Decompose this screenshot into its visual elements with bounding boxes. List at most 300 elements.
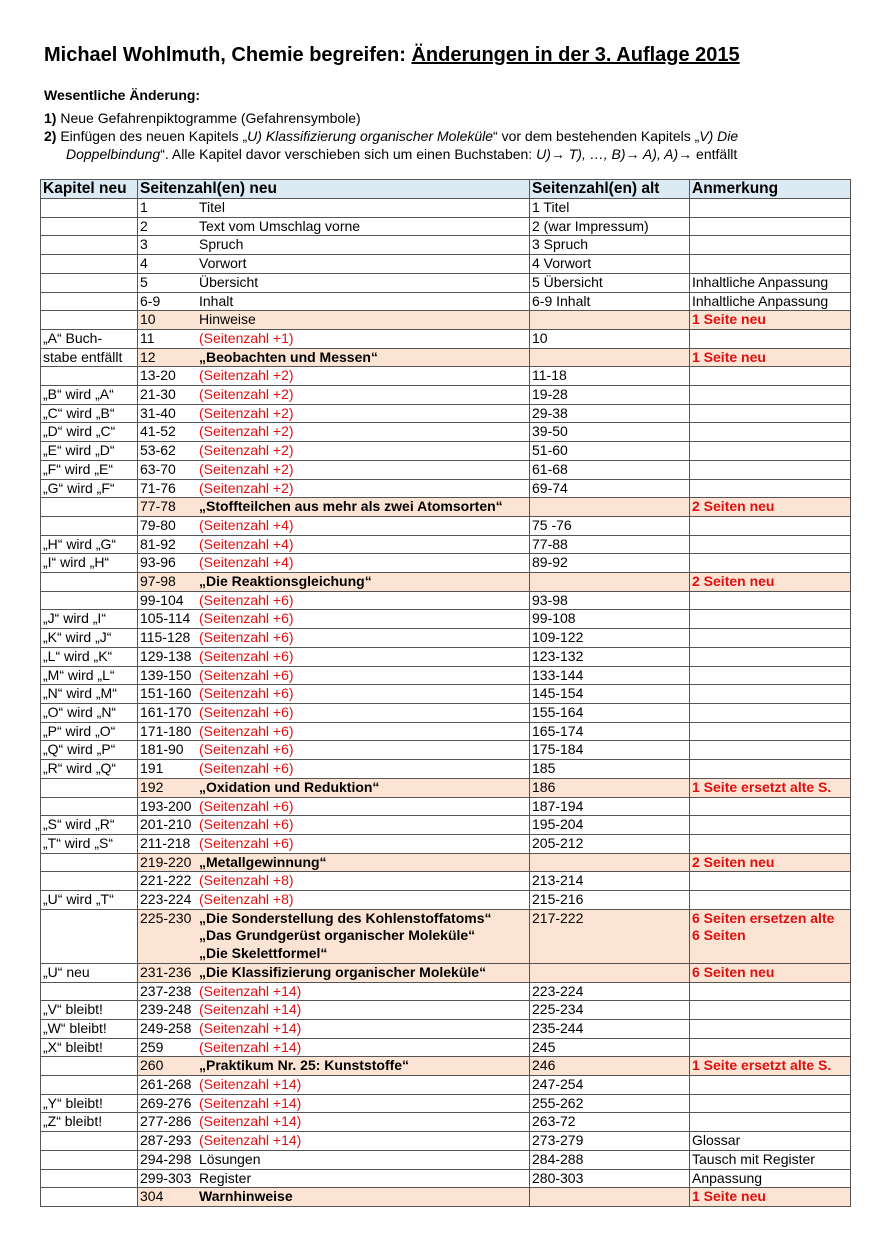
cell-seitenzahl-alt: 109-122 <box>530 629 690 648</box>
cell-kapitel-neu: „F“ wird „E“ <box>41 460 138 479</box>
cell-kapitel-neu <box>41 909 138 963</box>
cell-kapitel-neu: „B“ wird „A“ <box>41 386 138 405</box>
cell-kapitel-neu <box>41 498 138 517</box>
page-range-new: 6-9 <box>140 292 161 309</box>
cell-seitenzahl-alt: 3 Spruch <box>530 236 690 255</box>
page-description: (Seitenzahl +1) <box>199 329 294 346</box>
page-range-new: 277-286 <box>140 1113 192 1130</box>
page-description: (Seitenzahl +2) <box>199 479 294 496</box>
page-range-new: 294-298 <box>140 1150 192 1167</box>
cell-kapitel-neu <box>41 516 138 535</box>
cell-seitenzahl-neu <box>138 573 530 592</box>
page-description: Titel <box>199 199 225 215</box>
page-description: (Seitenzahl +2) <box>199 442 294 459</box>
table-row <box>41 442 851 461</box>
page-range-new: 21-30 <box>140 386 176 403</box>
page-description: (Seitenzahl +14) <box>199 1076 302 1093</box>
table-row <box>41 1019 851 1038</box>
cell-kapitel-neu: „R“ wird „Q“ <box>41 760 138 779</box>
page-description: (Seitenzahl +2) <box>199 423 294 440</box>
cell-seitenzahl-neu <box>138 872 530 891</box>
cell-kapitel-neu: „N“ wird „M“ <box>41 685 138 704</box>
page-range-new: 63-70 <box>140 460 176 477</box>
cell-kapitel-neu: „I“ wird „H“ <box>41 554 138 573</box>
cell-anmerkung <box>690 535 851 554</box>
table-row <box>41 535 851 554</box>
page-description: Spruch <box>199 236 244 253</box>
page-description: Warnhinweise <box>199 1188 293 1205</box>
cell-seitenzahl-alt: 205-212 <box>530 834 690 853</box>
cell-anmerkung <box>690 1001 851 1020</box>
cell-seitenzahl-neu <box>138 891 530 910</box>
page-range-new: 237-238 <box>140 982 192 999</box>
cell-kapitel-neu <box>41 367 138 386</box>
cell-seitenzahl-alt <box>530 1188 690 1207</box>
cell-seitenzahl-alt: 235-244 <box>530 1019 690 1038</box>
cell-seitenzahl-alt: 215-216 <box>530 891 690 910</box>
page-range-new: 260 <box>140 1057 164 1074</box>
cell-kapitel-neu <box>41 853 138 872</box>
page-range-new: 201-210 <box>140 816 192 833</box>
cell-kapitel-neu <box>41 591 138 610</box>
page-range-new: 5 <box>140 273 148 290</box>
cell-kapitel-neu: „A“ Buch- <box>41 329 138 348</box>
cell-seitenzahl-neu <box>138 1188 530 1207</box>
cell-seitenzahl-alt: 185 <box>530 760 690 779</box>
page-description: Hinweise <box>199 311 256 328</box>
page-description: „Die Reaktionsgleichung“ <box>199 573 372 590</box>
cell-anmerkung: 1 Seite ersetzt alte S. <box>690 1057 851 1076</box>
cell-anmerkung: Tausch mit Register <box>690 1150 851 1169</box>
cell-seitenzahl-neu <box>138 685 530 704</box>
cell-kapitel-neu: „M“ wird „L“ <box>41 666 138 685</box>
page-range-new: 11 <box>140 329 155 346</box>
cell-seitenzahl-neu <box>138 722 530 741</box>
page-range-new: 71-76 <box>140 479 176 496</box>
cell-anmerkung <box>690 722 851 741</box>
cell-kapitel-neu: „D“ wird „C“ <box>41 423 138 442</box>
page-range-new: 239-248 <box>140 1001 192 1018</box>
cell-seitenzahl-alt <box>530 573 690 592</box>
cell-anmerkung: 1 Seite neu <box>690 1188 851 1207</box>
cell-kapitel-neu <box>41 255 138 274</box>
note-2-text-h: entfällt <box>692 146 738 162</box>
cell-seitenzahl-neu <box>138 778 530 797</box>
cell-seitenzahl-neu <box>138 982 530 1001</box>
table-row <box>41 554 851 573</box>
cell-seitenzahl-alt: 69-74 <box>530 479 690 498</box>
cell-anmerkung <box>690 554 851 573</box>
page-range-new: 287-293 <box>140 1132 192 1149</box>
cell-anmerkung: 2 Seiten neu <box>690 498 851 517</box>
cell-seitenzahl-neu <box>138 554 530 573</box>
cell-anmerkung: 1 Seite neu <box>690 311 851 330</box>
cell-kapitel-neu: „S“ wird „R“ <box>41 816 138 835</box>
page-range-new: 4 <box>140 255 148 272</box>
table-row <box>41 778 851 797</box>
cell-anmerkung <box>690 816 851 835</box>
table-row <box>41 236 851 255</box>
cell-kapitel-neu <box>41 1150 138 1169</box>
cell-seitenzahl-alt: 246 <box>530 1057 690 1076</box>
cell-kapitel-neu <box>41 273 138 292</box>
cell-seitenzahl-alt: 75 -76 <box>530 516 690 535</box>
cell-anmerkung <box>690 329 851 348</box>
cell-kapitel-neu: „C“ wird „B“ <box>41 404 138 423</box>
cell-seitenzahl-alt: 133-144 <box>530 666 690 685</box>
cell-seitenzahl-alt: 225-234 <box>530 1001 690 1020</box>
cell-seitenzahl-alt: 155-164 <box>530 703 690 722</box>
cell-kapitel-neu: „O“ wird „N“ <box>41 703 138 722</box>
table-row <box>41 1094 851 1113</box>
cell-kapitel-neu <box>41 236 138 255</box>
cell-anmerkung <box>690 367 851 386</box>
table-row <box>41 816 851 835</box>
cell-seitenzahl-neu <box>138 199 530 218</box>
page-range-new: 97-98 <box>140 573 176 590</box>
cell-seitenzahl-alt: 273-279 <box>530 1132 690 1151</box>
table-row <box>41 666 851 685</box>
cell-kapitel-neu <box>41 1132 138 1151</box>
page-description: (Seitenzahl +14) <box>199 982 302 999</box>
cell-anmerkung: 6 Seiten neu <box>690 963 851 982</box>
page-range-new: 181-90 <box>140 741 184 758</box>
cell-seitenzahl-neu <box>138 816 530 835</box>
cell-seitenzahl-neu <box>138 647 530 666</box>
cell-seitenzahl-alt: 213-214 <box>530 872 690 891</box>
page-description: Register <box>199 1169 252 1186</box>
table-row <box>41 498 851 517</box>
page-description: „Die Klassifizierung organischer Moleküle“ <box>199 963 487 980</box>
cell-seitenzahl-neu <box>138 1076 530 1095</box>
cell-seitenzahl-neu <box>138 963 530 982</box>
cell-seitenzahl-alt: 255-262 <box>530 1094 690 1113</box>
cell-seitenzahl-neu <box>138 741 530 760</box>
cell-seitenzahl-neu <box>138 1150 530 1169</box>
cell-anmerkung <box>690 909 851 963</box>
cell-seitenzahl-alt: 284-288 <box>530 1150 690 1169</box>
cell-seitenzahl-neu <box>138 442 530 461</box>
cell-seitenzahl-neu <box>138 255 530 274</box>
cell-seitenzahl-neu <box>138 1113 530 1132</box>
cell-anmerkung: 1 Seite ersetzt alte S. <box>690 778 851 797</box>
cell-anmerkung <box>690 255 851 274</box>
cell-seitenzahl-neu <box>138 629 530 648</box>
cell-seitenzahl-neu <box>138 423 530 442</box>
note-2 <box>44 127 844 145</box>
cell-anmerkung <box>690 797 851 816</box>
cell-seitenzahl-alt: 223-224 <box>530 982 690 1001</box>
cell-seitenzahl-neu <box>138 760 530 779</box>
cell-seitenzahl-alt: 51-60 <box>530 442 690 461</box>
page-range-new: 79-80 <box>140 516 176 533</box>
cell-seitenzahl-neu <box>138 535 530 554</box>
page-title <box>44 44 740 67</box>
cell-anmerkung <box>690 236 851 255</box>
page-description: „Praktikum Nr. 25: Kunststoffe“ <box>199 1057 410 1074</box>
table-row <box>41 982 851 1001</box>
cell-seitenzahl-neu <box>138 292 530 311</box>
table-row <box>41 1188 851 1207</box>
cell-seitenzahl-alt: 2 (war Impressum) <box>530 217 690 236</box>
cell-seitenzahl-alt: 77-88 <box>530 535 690 554</box>
cell-anmerkung <box>690 217 851 236</box>
table-row <box>41 255 851 274</box>
cell-seitenzahl-neu <box>138 404 530 423</box>
cell-kapitel-neu <box>41 797 138 816</box>
page-range-new: 299-303 <box>140 1169 192 1186</box>
table-row <box>41 909 851 963</box>
cell-seitenzahl-alt: 29-38 <box>530 404 690 423</box>
cell-seitenzahl-neu <box>138 591 530 610</box>
title-underlined: Änderungen in der 3. Auflage 2015 <box>411 44 740 66</box>
table-row <box>41 1113 851 1132</box>
table-row <box>41 741 851 760</box>
page-description: (Seitenzahl +6) <box>199 591 294 608</box>
page-range-new: 193-200 <box>140 797 192 814</box>
page-description-line: „Die Skelettformel“ <box>199 945 328 962</box>
cell-seitenzahl-alt: 93-98 <box>530 591 690 610</box>
cell-anmerkung <box>690 1076 851 1095</box>
page-range-new: 1 <box>140 199 148 215</box>
cell-seitenzahl-neu <box>138 498 530 517</box>
table-row <box>41 1057 851 1076</box>
note-1 <box>44 109 844 127</box>
page-range-new: 225-230 <box>140 909 192 926</box>
table-row <box>41 386 851 405</box>
note-2-number: 2) <box>44 128 57 144</box>
cell-seitenzahl-alt: 217-222 <box>530 909 690 963</box>
cell-seitenzahl-alt: 247-254 <box>530 1076 690 1095</box>
page-description: Übersicht <box>199 273 259 290</box>
page-description: (Seitenzahl +2) <box>199 367 294 384</box>
page-range-new: 12 <box>140 348 156 365</box>
table-row <box>41 217 851 236</box>
page-range-new: 223-224 <box>140 891 192 908</box>
cell-anmerkung <box>690 982 851 1001</box>
cell-anmerkung <box>690 479 851 498</box>
cell-kapitel-neu: „W“ bleibt! <box>41 1019 138 1038</box>
page-range-new: 93-96 <box>140 554 176 571</box>
page-description: (Seitenzahl +6) <box>199 629 294 646</box>
note-2-continued <box>44 145 844 163</box>
page-description: (Seitenzahl +6) <box>199 816 294 833</box>
page-range-new: 2 <box>140 217 148 234</box>
cell-anmerkung <box>690 629 851 648</box>
page-range-new: 3 <box>140 236 148 253</box>
cell-seitenzahl-neu <box>138 1038 530 1057</box>
title-prefix: Michael Wohlmuth, Chemie begreifen: <box>44 44 412 66</box>
table-row <box>41 703 851 722</box>
page-description: (Seitenzahl +6) <box>199 703 294 720</box>
page-range-new: 151-160 <box>140 685 192 702</box>
page-description: (Seitenzahl +8) <box>199 872 294 889</box>
table-row <box>41 760 851 779</box>
cell-seitenzahl-neu <box>138 329 530 348</box>
page-description: Lösungen <box>199 1150 261 1167</box>
table-row <box>41 797 851 816</box>
cell-seitenzahl-neu <box>138 1057 530 1076</box>
note-1-number: 1) <box>44 110 57 126</box>
cell-seitenzahl-alt: 123-132 <box>530 647 690 666</box>
cell-seitenzahl-alt: 1 Titel <box>530 199 690 218</box>
cell-anmerkung: 2 Seiten neu <box>690 573 851 592</box>
header-seitenzahl-neu: Seitenzahl(en) neu <box>138 180 530 199</box>
page-range-new: 81-92 <box>140 535 176 552</box>
page-description: „Beobachten und Messen“ <box>199 348 378 365</box>
cell-seitenzahl-neu <box>138 834 530 853</box>
page-range-new: 192 <box>140 778 164 795</box>
cell-anmerkung <box>690 404 851 423</box>
page-description: (Seitenzahl +6) <box>199 834 294 851</box>
page-description: Vorwort <box>199 255 247 272</box>
note-2-existing-chapter: V) Die <box>699 128 739 144</box>
cell-kapitel-neu: stabe entfällt <box>41 348 138 367</box>
page-range-new: 249-258 <box>140 1019 192 1036</box>
cell-anmerkung: Anpassung <box>690 1169 851 1188</box>
table-row <box>41 460 851 479</box>
cell-kapitel-neu: „L“ wird „K“ <box>41 647 138 666</box>
remark-line: 6 Seiten <box>692 927 746 944</box>
page-description: (Seitenzahl +2) <box>199 386 294 403</box>
cell-kapitel-neu <box>41 199 138 218</box>
cell-seitenzahl-alt: 39-50 <box>530 423 690 442</box>
header-seitenzahl-alt: Seitenzahl(en) alt <box>530 180 690 199</box>
table-row <box>41 853 851 872</box>
table-row <box>41 1169 851 1188</box>
cell-kapitel-neu: „Z“ bleibt! <box>41 1113 138 1132</box>
cell-kapitel-neu <box>41 217 138 236</box>
page-description: „Metallgewinnung“ <box>199 853 327 870</box>
cell-kapitel-neu <box>41 1188 138 1207</box>
page-description: (Seitenzahl +14) <box>199 1019 302 1036</box>
cell-seitenzahl-alt: 263-72 <box>530 1113 690 1132</box>
cell-seitenzahl-alt: 280-303 <box>530 1169 690 1188</box>
cell-anmerkung <box>690 872 851 891</box>
page-description: Inhalt <box>199 292 234 309</box>
cell-kapitel-neu <box>41 778 138 797</box>
page-range-new: 99-104 <box>140 591 184 608</box>
cell-kapitel-neu: „Y“ bleibt! <box>41 1094 138 1113</box>
page-description: (Seitenzahl +8) <box>199 891 294 908</box>
cell-seitenzahl-neu <box>138 853 530 872</box>
cell-kapitel-neu: „U“ neu <box>41 963 138 982</box>
cell-seitenzahl-neu <box>138 1169 530 1188</box>
page-description: (Seitenzahl +4) <box>199 554 294 571</box>
cell-anmerkung: 1 Seite neu <box>690 348 851 367</box>
note-2-text-c: “ vor dem bestehenden Kapitels „ <box>493 128 700 144</box>
cell-kapitel-neu: „Q“ wird „P“ <box>41 741 138 760</box>
cell-anmerkung <box>690 741 851 760</box>
cell-kapitel-neu <box>41 1076 138 1095</box>
page-range-new: 161-170 <box>140 703 192 720</box>
cell-seitenzahl-neu <box>138 460 530 479</box>
page-range-new: 10 <box>140 311 156 328</box>
page-description: Text vom Umschlag vorne <box>199 217 361 234</box>
cell-seitenzahl-alt: 89-92 <box>530 554 690 573</box>
table-row <box>41 647 851 666</box>
cell-anmerkung: Glossar <box>690 1132 851 1151</box>
page-range-new: 231-236 <box>140 963 192 980</box>
table-row <box>41 1132 851 1151</box>
cell-kapitel-neu: „K“ wird „J“ <box>41 629 138 648</box>
cell-seitenzahl-neu <box>138 1132 530 1151</box>
page-description: (Seitenzahl +14) <box>199 1001 302 1018</box>
cell-anmerkung <box>690 1019 851 1038</box>
cell-kapitel-neu <box>41 982 138 1001</box>
cell-kapitel-neu: „E“ wird „D“ <box>41 442 138 461</box>
page-range-new: 53-62 <box>140 442 176 459</box>
cell-seitenzahl-neu <box>138 348 530 367</box>
page-range-new: 219-220 <box>140 853 192 870</box>
page-range-new: 139-150 <box>140 666 192 683</box>
cell-seitenzahl-neu <box>138 479 530 498</box>
page-description: „Stoffteilchen aus mehr als zwei Atomsorten“ <box>199 498 503 515</box>
page-description: (Seitenzahl +14) <box>199 1094 302 1111</box>
table-row <box>41 685 851 704</box>
cell-kapitel-neu: „U“ wird „T“ <box>41 891 138 910</box>
table-row <box>41 722 851 741</box>
cell-seitenzahl-neu <box>138 367 530 386</box>
table-row <box>41 1076 851 1095</box>
page-range-new: 211-218 <box>140 834 191 851</box>
cell-seitenzahl-alt: 5 Übersicht <box>530 273 690 292</box>
table-row <box>41 872 851 891</box>
table-row <box>41 348 851 367</box>
page-description: (Seitenzahl +4) <box>199 516 294 533</box>
cell-kapitel-neu <box>41 573 138 592</box>
note-2-shift: U)→ T), …, B)→ A), A)→ <box>536 146 693 162</box>
table-row <box>41 591 851 610</box>
page-description: (Seitenzahl +6) <box>199 647 294 664</box>
cell-kapitel-neu <box>41 1057 138 1076</box>
page-range-new: 221-222 <box>140 872 192 889</box>
cell-seitenzahl-neu <box>138 666 530 685</box>
table-row <box>41 404 851 423</box>
cell-seitenzahl-alt: 99-108 <box>530 610 690 629</box>
cell-anmerkung <box>690 199 851 218</box>
cell-seitenzahl-alt: 145-154 <box>530 685 690 704</box>
page-description: (Seitenzahl +6) <box>199 797 294 814</box>
cell-seitenzahl-alt <box>530 498 690 517</box>
cell-seitenzahl-neu <box>138 703 530 722</box>
table-row <box>41 1038 851 1057</box>
page-description: (Seitenzahl +6) <box>199 685 294 702</box>
page-description: (Seitenzahl +6) <box>199 741 294 758</box>
page-description: (Seitenzahl +6) <box>199 760 294 777</box>
header-kapitel-neu: Kapitel neu <box>41 180 138 199</box>
note-2-text-f: “. Alle Kapitel davor verschieben sich um einen Buchstaben: <box>160 146 537 162</box>
page-description: (Seitenzahl +2) <box>199 460 294 477</box>
page-description: (Seitenzahl +6) <box>199 610 294 627</box>
table-row <box>41 963 851 982</box>
cell-anmerkung: 2 Seiten neu <box>690 853 851 872</box>
cell-anmerkung <box>690 685 851 704</box>
cell-seitenzahl-neu <box>138 1001 530 1020</box>
page-range-new: 191 <box>140 760 164 777</box>
cell-kapitel-neu: „P“ wird „O“ <box>41 722 138 741</box>
page-range-new: 105-114 <box>140 610 191 627</box>
cell-kapitel-neu: „V“ bleibt! <box>41 1001 138 1020</box>
cell-seitenzahl-alt <box>530 311 690 330</box>
cell-kapitel-neu: „X“ bleibt! <box>41 1038 138 1057</box>
page-description: (Seitenzahl +6) <box>199 666 294 683</box>
cell-anmerkung <box>690 460 851 479</box>
page-description: (Seitenzahl +4) <box>199 535 294 552</box>
page-range-new: 259 <box>140 1038 164 1055</box>
changes-table <box>40 179 851 1207</box>
cell-seitenzahl-alt <box>530 963 690 982</box>
